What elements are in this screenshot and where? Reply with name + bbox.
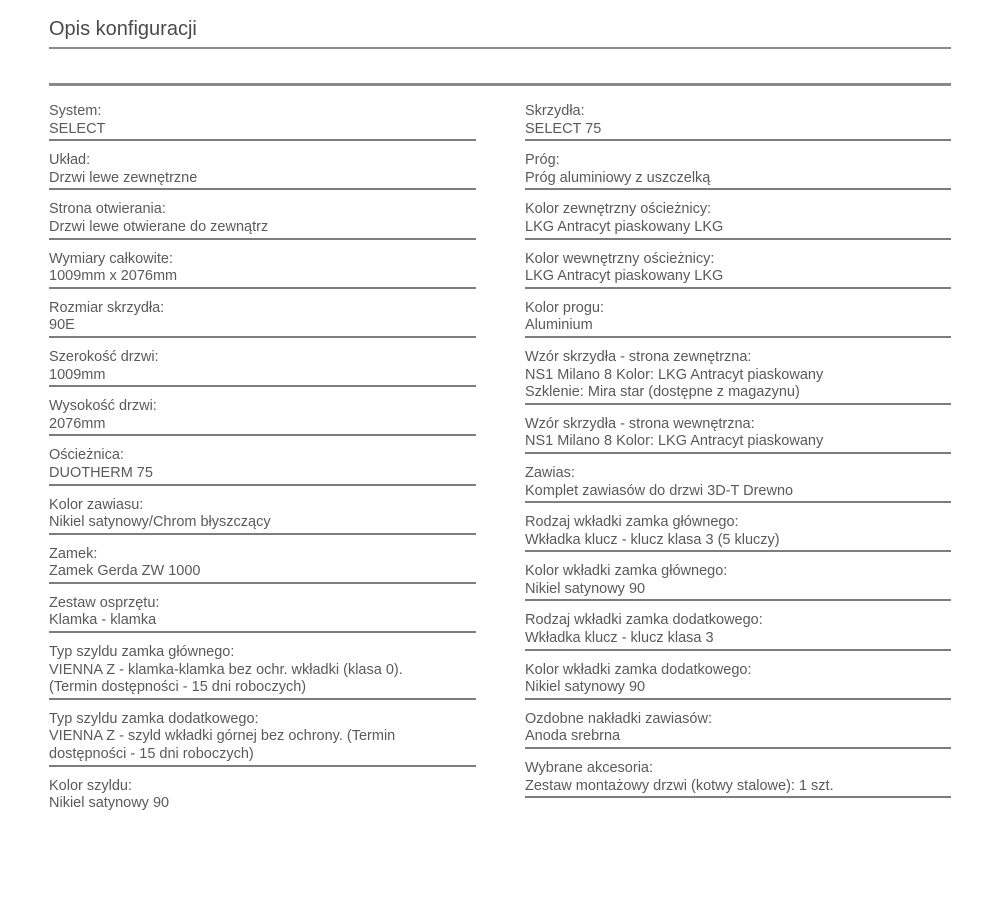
config-value: Zamek Gerda ZW 1000 <box>49 563 201 580</box>
config-value: 2076mm <box>49 415 106 432</box>
config-item <box>525 563 951 601</box>
config-value: Nikiel satynowy 90 <box>525 580 646 597</box>
config-value: DUOTHERM 75 <box>49 464 153 481</box>
config-label: Wzór skrzydła - strona wewnętrzna: <box>525 415 755 432</box>
config-value: Aluminium <box>525 317 593 334</box>
config-item <box>525 416 951 454</box>
config-value: VIENNA Z - szyld wkładki górnej bez ochrony. (Termin dostępności - 15 dni roboczych) <box>49 728 396 763</box>
config-label: System: <box>49 103 102 119</box>
config-item <box>49 300 476 338</box>
config-value: LKG Antracyt piaskowany LKG <box>525 218 724 235</box>
config-value: NS1 Milano 8 Kolor: LKG Antracyt piaskowany Szklenie: Mira star (dostępne z magazynu) <box>525 366 824 401</box>
config-item <box>49 644 476 700</box>
config-item <box>525 251 951 289</box>
config-label: Ościeżnica: <box>49 447 124 464</box>
config-value: VIENNA Z - klamka-klamka bez ochr. wkładki (klasa 0). (Termin dostępności - 15 dni roboczych) <box>49 661 403 696</box>
config-label: Skrzydła: <box>525 103 585 119</box>
title-divider <box>49 47 951 49</box>
config-value: Próg aluminiowy z uszczelką <box>525 169 711 186</box>
config-value: Klamka - klamka <box>49 612 157 629</box>
config-item <box>49 103 476 141</box>
config-label: Zawias: <box>525 464 575 481</box>
config-item <box>525 201 951 239</box>
config-item <box>525 152 951 190</box>
config-label: Wybrane akcesoria: <box>525 760 654 777</box>
config-label: Wymiary całkowite: <box>49 250 173 267</box>
config-value: Nikiel satynowy 90 <box>49 795 170 812</box>
config-item <box>525 662 951 700</box>
config-item <box>525 349 951 405</box>
config-label: Wysokość drzwi: <box>49 398 157 415</box>
config-item <box>49 398 476 436</box>
config-label: Kolor progu: <box>525 299 604 316</box>
config-value: 90E <box>49 317 75 334</box>
config-column-left <box>49 103 476 825</box>
section-divider <box>49 83 951 86</box>
config-value: Zestaw montażowy drzwi (kotwy stalowe): 1 szt. <box>525 777 834 794</box>
config-item <box>49 447 476 485</box>
config-value: Anoda srebrna <box>525 728 621 745</box>
config-label: Kolor zawiasu: <box>49 496 144 513</box>
config-value: Drzwi lewe zewnętrzne <box>49 169 198 186</box>
config-value: Wkładka klucz - klucz klasa 3 (5 kluczy) <box>525 531 780 548</box>
config-label: Rozmiar skrzydła: <box>49 299 165 316</box>
config-value: 1009mm x 2076mm <box>49 268 178 285</box>
config-label: Wzór skrzydła - strona zewnętrzna: <box>525 348 752 365</box>
config-label: Kolor szyldu: <box>49 777 133 794</box>
config-item <box>49 152 476 190</box>
config-item <box>49 778 476 814</box>
config-value: 1009mm <box>49 366 106 383</box>
config-value: SELECT <box>49 120 106 137</box>
config-column-right <box>525 103 951 809</box>
config-label: Typ szyldu zamka głównego: <box>49 644 235 661</box>
config-label: Kolor wewnętrzny ościeżnicy: <box>525 250 715 267</box>
config-item <box>49 349 476 387</box>
config-value: NS1 Milano 8 Kolor: LKG Antracyt piaskowany <box>525 433 824 450</box>
config-label: Zestaw osprzętu: <box>49 594 160 611</box>
config-item <box>49 201 476 239</box>
config-label: Typ szyldu zamka dodatkowego: <box>49 710 259 727</box>
config-item <box>525 465 951 503</box>
config-item <box>49 497 476 535</box>
config-value: SELECT 75 <box>525 120 602 137</box>
config-value: Wkładka klucz - klucz klasa 3 <box>525 630 714 647</box>
config-label: Szerokość drzwi: <box>49 348 159 365</box>
config-value: LKG Antracyt piaskowany LKG <box>525 268 724 285</box>
config-item <box>49 546 476 584</box>
config-label: Rodzaj wkładki zamka głównego: <box>525 514 739 531</box>
config-item <box>49 251 476 289</box>
config-item <box>525 300 951 338</box>
config-label: Strona otwierania: <box>49 201 166 218</box>
config-value: Nikiel satynowy/Chrom błyszczący <box>49 514 271 531</box>
config-label: Kolor zewnętrzny ościeżnicy: <box>525 201 712 218</box>
config-label: Ozdobne nakładki zawiasów: <box>525 710 712 727</box>
config-label: Zamek: <box>49 545 98 562</box>
config-item <box>525 514 951 552</box>
config-label: Kolor wkładki zamka dodatkowego: <box>525 661 752 678</box>
config-item <box>525 760 951 798</box>
config-label: Rodzaj wkładki zamka dodatkowego: <box>525 612 763 629</box>
config-item <box>525 103 951 141</box>
config-label: Układ: <box>49 152 91 169</box>
config-value: Komplet zawiasów do drzwi 3D-T Drewno <box>525 482 794 499</box>
config-item <box>49 595 476 633</box>
config-value: Drzwi lewe otwierane do zewnątrz <box>49 218 269 235</box>
config-item <box>49 711 476 767</box>
config-label: Kolor wkładki zamka głównego: <box>525 563 728 580</box>
config-item <box>525 711 951 749</box>
config-value: Nikiel satynowy 90 <box>525 679 646 696</box>
config-item <box>525 612 951 650</box>
config-label: Próg: <box>525 152 560 169</box>
page-title: Opis konfiguracji <box>49 18 197 40</box>
